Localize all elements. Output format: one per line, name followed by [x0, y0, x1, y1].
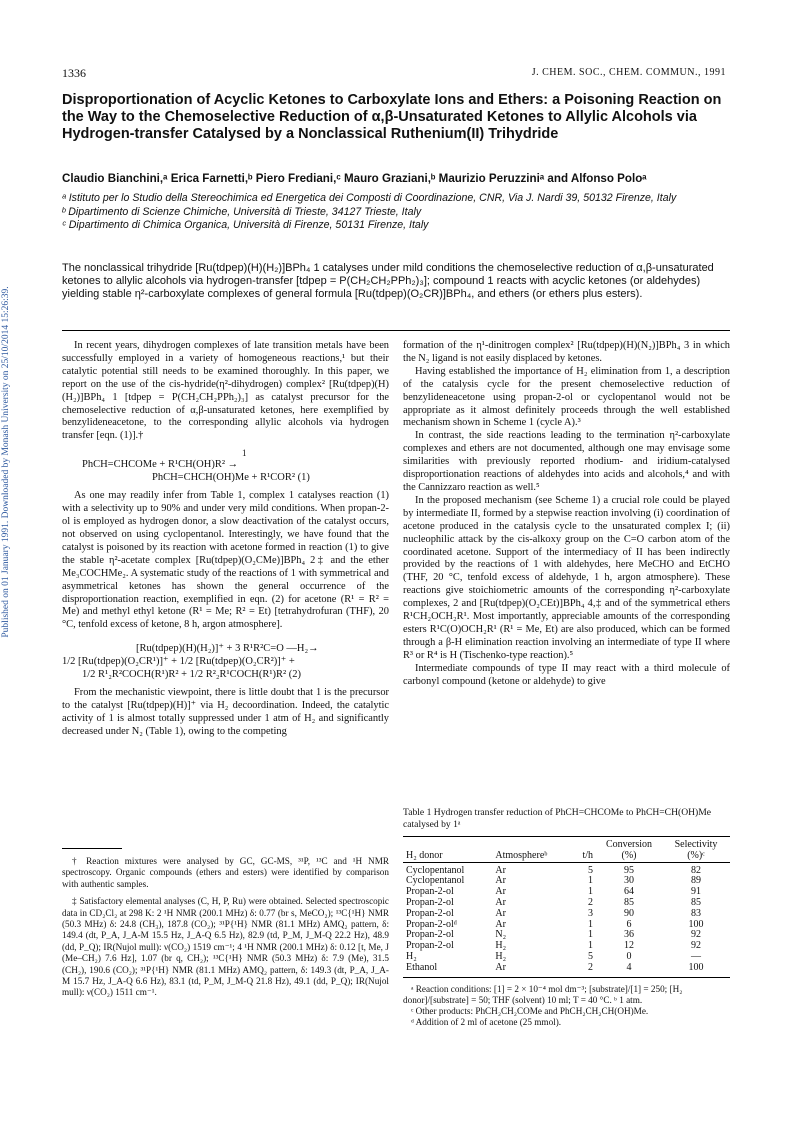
header-time: t/h [582, 849, 593, 861]
cell-atmosphere: Ar [495, 886, 506, 898]
cell-donor: Cyclopentanol [406, 875, 465, 887]
left-paragraph-2: As one may readily infer from Table 1, complex 1 catalyses reaction (1) with a selectivity up to 90% and under very mild conditions. When propan-2-ol is employed as hydrogen donor, a slow deactivation of the catalyst occurs, not observed on using cyclopentanol. Interestingly, we have found that the catalyst is poisoned by its reaction with acetone formed in reaction (1) to give the stable η²-acetate complex [Ru(tdpep)(O₂CMe)]BPh₄ 2‡ and the ether Me₃COCHMe₂. A systematic study of the reactions of 1 with symmetrical and asymmetrical ketones has shown the general occurrence of the disproportionation reaction, exemplified in eqn. (2) for acetone (R¹ = R² = Me) and methyl ethyl ketone (R¹ = Me; R² = Et) [tetrahydrofuran (THF), 20 °C, tenfold excess of ketone, 8 h, argon atmosphere]. [62, 490, 389, 631]
cell-atmosphere: H₂ [495, 950, 507, 962]
header-atmosphere: Atmosphereᵇ [495, 849, 548, 861]
journal-header: J. CHEM. SOC., CHEM. COMMUN., 1991 [531, 67, 726, 78]
abstract: The nonclassical trihydride [Ru(tdpep)(H)(H₂)]BPh₄ 1 catalyses under mild conditions the chemoselective reduction of α,β-unsaturated ketones to allylic alcohols via hydrogen-transfer [tdpep = P(CH₂CH₂PPh₂)₃]; compound 1 reacts with acyclic ketones (or aldehydes) yielding stable η²-carboxylate complexes of general formula [Ru(tdpep)(O₂CR)]BPh₄, and ethers (or ethers plus esters). [62, 262, 714, 300]
footnotes [62, 856, 389, 999]
table-row [403, 963, 730, 974]
cell-atmosphere: Ar [495, 896, 506, 908]
cell-donor: Propan-2-ol [406, 896, 454, 908]
cell-conversion: 95 [624, 864, 634, 876]
right-column [403, 340, 730, 688]
abstract-rule [62, 330, 730, 331]
table-1 [403, 807, 730, 1028]
table-row [403, 909, 730, 920]
table-bottom-rule [403, 977, 730, 978]
right-paragraph-1: formation of the η¹-dinitrogen complex² [Ru(tdpep)(H)(N₂)]BPh₄ 3 in which the N₂ ligand is not easily displaced by ketones. [403, 340, 730, 364]
cell-selectivity: 83 [691, 907, 701, 919]
cell-selectivity: 92 [691, 929, 701, 941]
eq2-line-3: 1/2 R¹₂R²COCH(R¹)R² + 1/2 R²₂R¹COCH(R¹)R² (2) [82, 669, 301, 681]
cell-time: 5 [588, 950, 593, 962]
affiliation-c: ᶜ Dipartimento di Chimica Organica, Università di Firenze, 50131 Firenze, Italy [62, 219, 429, 231]
cell-atmosphere: H₂ [495, 940, 507, 952]
cell-time: 1 [588, 886, 593, 898]
download-watermark: Published on 01 January 1991. Downloaded by Monash University on 25/10/2014 15:26:39. [1, 286, 11, 638]
eq2-line-1: [Ru(tdpep)(H)(H₂)]⁺ + 3 R¹R²C=O —H₂→ [136, 643, 319, 655]
right-paragraph-5: Intermediate compounds of type II may react with a third molecule of carbonyl compound (ketone or aldehyde) to give [403, 662, 730, 687]
cell-donor: Ethanol [406, 961, 438, 973]
eq2-line-2: 1/2 [Ru(tdpep)(O₂CR¹)]⁺ + 1/2 [Ru(tdpep)(O₂CR²)]⁺ + [62, 656, 295, 668]
cell-selectivity: 100 [688, 961, 704, 973]
footnote-dagger: † Reaction mixtures were analysed by GC, GC-MS, ³¹P, ¹³C and ¹H NMR spectroscopy. Organic compounds (ethers and esters) were identified by comparison with authentic samples. [62, 856, 389, 889]
cell-donor: Propan-2-ol [406, 907, 454, 919]
affiliation-a: ᵃ Istituto per lo Studio della Stereochimica ed Energetica dei Composti di Coordinazione, CNR, Via J. Nardi 39, 50132 Firenze, Italy [62, 192, 677, 204]
table-top-rule [403, 836, 730, 837]
equation-1 [82, 449, 389, 484]
cell-time: 1 [588, 918, 593, 930]
right-paragraph-3: In contrast, the side reactions leading to the termination η²-carboxylate complexes and ethers are not documented, although one may envisage some similarities with previously reported rhodium- and iridium-catalysed disproportionation reactions of aldehydes into acids and alcohols,⁴ and with the Cannizzaro reaction as well.⁵ [403, 430, 730, 493]
table-header-row [403, 840, 730, 862]
left-paragraph-1: In recent years, dihydrogen complexes of late transition metals have been successfully employed in a variety of homogeneous reactions,¹ but their catalytic potential still needs to be examined thoroughly. In this paper, we report on the use of the cis-hydride(η²-dihydrogen) complex² [Ru(tdpep)(H)(H₂)]BPh₄ 1 [tdpep = P(CH₂CH₂PPh₂)₃] as catalyst precursor for the chemoselective reduction of α,β-unsaturated ketones, here exemplified by benzylideneacetone, to the corresponding allylic alcohols via hydrogen transfer [eqn. (1)].† [62, 340, 389, 442]
right-paragraph-4: In the proposed mechanism (see Scheme 1) a crucial role could be played by intermediate II, formed by a stepwise reaction involving (i) coordination of acetone produced in the catalysis cycle to the unsaturated complex I; (ii) nucleophilic attack by the cis-alkoxy group on the C=O carbon atom of the coordinated acetone. Support of the intermediacy of II has been indirectly provided by the reactions of 1 with aldehydes, here MeCHO and EtCHO (THF, 20 °C, tenfold excess of aldehyde, 1 h, argon atmosphere). These reactions give stoichiometric amounts of the corresponding η²-carboxylate complexes, 2 and [Ru(tdpep)(O₂CEt)]BPh₄ 4,‡ and of the symmetrical ethers R¹CH₂OCH₂R¹. Most importantly, appreciable amounts of the corresponding esters R¹C(O)OCH₂R¹ (R¹ = Me, Et) are also produced, which can be formed through a β-H elimination reaction involving an intermediate of type II where R³ or R⁴ is H (Tischenko-type reaction).⁵ [403, 494, 730, 661]
left-column [62, 340, 389, 739]
cell-atmosphere: Ar [495, 918, 506, 930]
footnote-rule [62, 848, 122, 849]
cell-conversion: 85 [624, 896, 634, 908]
page-number: 1336 [62, 66, 86, 80]
cell-donor: H₂ [406, 950, 417, 962]
cell-conversion: 64 [624, 886, 634, 898]
cell-conversion: 12 [624, 940, 634, 952]
cell-conversion: 0 [626, 950, 632, 962]
cell-atmosphere: Ar [495, 875, 506, 887]
cell-conversion: 30 [624, 875, 634, 887]
table-note-d: ᵈ Addition of 2 ml of acetone (25 mmol). [411, 1017, 562, 1028]
cell-donor: Propan-2-olᵈ [406, 918, 457, 930]
affiliation-b: ᵇ Dipartimento di Scienze Chimiche, Università di Trieste, 34127 Trieste, Italy [62, 205, 422, 218]
cell-time: 5 [588, 864, 593, 876]
cell-selectivity: 92 [691, 940, 701, 952]
table-note-a: ᵃ Reaction conditions: [1] = 2 × 10⁻⁴ mol dm⁻³; [substrate]/[1] = 250; [H₂ donor]/[substrate] = 50; THF (solvent) 10 ml; T = 40 °C. ᵇ 1 atm. [403, 983, 683, 1005]
cell-selectivity: 82 [691, 864, 701, 876]
cell-time: 1 [588, 940, 593, 952]
cell-conversion: 4 [626, 961, 632, 973]
cell-conversion: 36 [624, 929, 634, 941]
header-h2-donor: H₂ donor [406, 849, 443, 861]
cell-selectivity: 89 [691, 875, 701, 887]
table-note-c: ᶜ Other products: PhCH₂CH₂COMe and PhCH₂CH₂CH(OH)Me. [411, 1005, 649, 1016]
table-caption: Table 1 Hydrogen transfer reduction of PhCH=CHCOMe to PhCH=CH(OH)Me catalysed by 1ᵃ [403, 807, 712, 830]
table-row [403, 862, 730, 876]
equation-2 [62, 642, 389, 681]
cell-atmosphere: Ar [495, 864, 506, 876]
cell-selectivity: 85 [691, 896, 701, 908]
cell-time: 1 [588, 875, 593, 887]
eq1-catalyst-label: 1 [242, 448, 247, 459]
header-selectivity: Selectivity (%)ᶜ [674, 839, 718, 861]
cell-donor: Propan-2-ol [406, 940, 454, 952]
footnote-double-dagger: ‡ Satisfactory elemental analyses (C, H, P, Ru) were obtained. Selected spectroscopic data in CD₂Cl₂ at 298 K: 2 ¹H NMR (200.1 MHz) δ: 0.77 (br s, MeCO₂); ¹³C{¹H} NMR (50.3 MHz) δ: 24.8 (CH₃), 187.8 (CO₂); ³¹P{¹H} NMR (81.1 MHz) AMQ₂ pattern, δ: 149.4 (dt, P_A, J_A-M 15.5 Hz, J_A-Q 6.5 Hz), 82.9 (td, P_M, J_M-Q 22.2 Hz), 48.9 (dd, P_Q); IR(Nujol mull): ν(CO₂) 1519 cm⁻¹; 4 ¹H NMR (200.1 MHz) δ: 0.12 [t, Me, J (Me–CH₂) 7.6 Hz], 1.07 (br q, CH₂); ¹³C{¹H} NMR (50.3 MHz) δ: 7.9 (Me), 31.5 (CH₂), 190.6 (CO₂); ³¹P{¹H} NMR (81.1 MHz) AMQ₂ pattern, δ: 149.3 (dt, P_A, J_A-M 15.7 Hz, J_A-Q 6.6 Hz), 83.1 (td, P_M, J_M-Q 21.8 Hz), 49.1 (dd, P_Q); IR(Nujol mull): ν(CO₂) 1511 cm⁻¹. [62, 896, 389, 998]
table-grid [403, 840, 730, 974]
table-row [403, 941, 730, 952]
cell-time: 2 [588, 961, 593, 973]
cell-conversion: 90 [624, 907, 634, 919]
cell-conversion: 6 [626, 918, 632, 930]
cell-time: 2 [588, 896, 593, 908]
left-paragraph-3: From the mechanistic viewpoint, there is little doubt that 1 is the precursor to the catalyst [Ru(tdpep)(H)]⁺ via H₂ decoordination. Indeed, the catalytic activity of 1 is almost totally suppressed under 1 atm of H₂ and significantly decreased under N₂ (Table 1), owing to the competing [62, 687, 389, 737]
cell-selectivity: 91 [691, 886, 701, 898]
affiliations [62, 192, 742, 233]
table-row [403, 952, 730, 963]
eq1-line-1: PhCH=CHCOMe + R¹CH(OH)R² → [82, 459, 239, 471]
right-paragraph-2: Having established the importance of H₂ elimination from 1, a description of the catalysis cycle for the present chemoselective reduction of benzylideneacetone using propan-2-ol or cyclopentanol would not be appropriate as it almost definitely proceeds through the well established mechanism shown in Scheme 1 (cycle A).³ [403, 365, 730, 429]
cell-time: 3 [588, 907, 593, 919]
cell-atmosphere: Ar [495, 961, 506, 973]
cell-selectivity: — [691, 950, 701, 962]
cell-atmosphere: Ar [495, 907, 506, 919]
cell-atmosphere: N₂ [495, 929, 507, 941]
cell-donor: Cyclopentanol [406, 864, 465, 876]
cell-donor: Propan-2-ol [406, 929, 454, 941]
eq1-line-2: PhCH=CHCH(OH)Me + R¹COR² (1) [152, 472, 310, 484]
header-conversion: Conversion (%) [605, 839, 653, 861]
authors: Claudio Bianchini,ᵃ Erica Farnetti,ᵇ Piero Frediani,ᶜ Mauro Graziani,ᵇ Maurizio Peruzziniᵃ and Alfonso Poloᵃ [62, 172, 647, 185]
cell-time: 1 [588, 929, 593, 941]
cell-donor: Propan-2-ol [406, 886, 454, 898]
cell-selectivity: 100 [688, 918, 704, 930]
article-title: Disproportionation of Acyclic Ketones to Carboxylate Ions and Ethers: a Poisoning Reaction on the Way to the Chemoselective Reduction of α,β-Unsaturated Ketones to Allylic Alcohols via Hydrogen-transfer Catalysed by a Nonclassical Ruthenium(II) Trihydride [62, 92, 722, 142]
